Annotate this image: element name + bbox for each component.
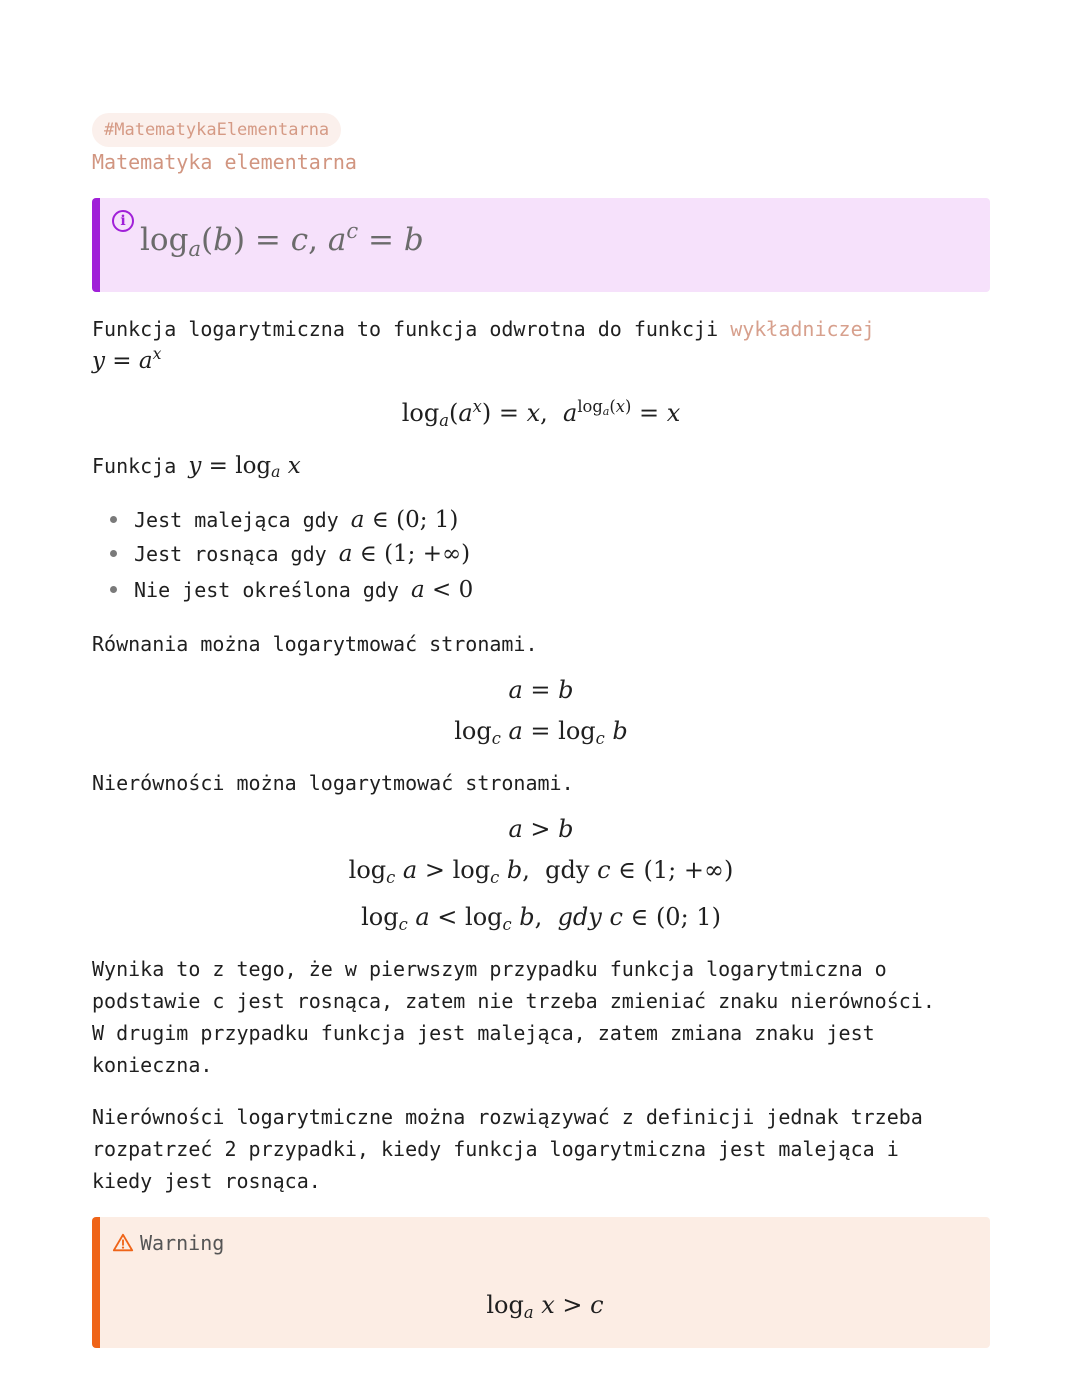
intro-link[interactable]: wykładniczej bbox=[730, 317, 875, 341]
function-label: Funkcja bbox=[92, 454, 189, 478]
inequality-line: $\log_c a > \log_c b$, gdy c ∈ (1; +∞) bbox=[348, 856, 734, 887]
list-item bbox=[110, 504, 458, 536]
note-line: rozpatrzeć 2 przypadki, kiedy funkcja logarytmiczna jest malejąca i bbox=[92, 1137, 899, 1161]
list-item bbox=[110, 574, 473, 606]
definition-formula: $\log_a(b) = c$, $a^c = b$ bbox=[140, 218, 424, 261]
intro-text: Funkcja logarytmiczna to funkcja odwrotna do funkcji bbox=[92, 317, 731, 341]
info-callout bbox=[92, 198, 990, 292]
equation-line: a = b bbox=[508, 676, 574, 704]
explanation-line: Wynika to z tego, że w pierwszym przypadku funkcja logarytmiczna o bbox=[92, 957, 887, 981]
note-line: kiedy jest rosnąca. bbox=[92, 1169, 321, 1193]
list-item-math: a < 0 bbox=[410, 577, 474, 603]
inequality-line: $\log_c a < \log_c b$, gdy c ∈ (0; 1) bbox=[361, 903, 721, 934]
list-item-text: Nie jest określona gdy bbox=[134, 578, 411, 602]
internal-link-title[interactable]: Matematyka elementarna bbox=[92, 150, 357, 174]
warning-header[interactable] bbox=[112, 1229, 224, 1257]
bullet-dot bbox=[110, 586, 117, 593]
list-item-text: Jest rosnąca gdy bbox=[134, 542, 339, 566]
bullet-dot bbox=[110, 516, 117, 523]
intro-formula: $y = a^x$ bbox=[92, 344, 162, 374]
warning-icon bbox=[112, 1232, 134, 1254]
inequality-line: a > b bbox=[508, 815, 574, 843]
warning-callout bbox=[92, 1217, 990, 1348]
equation-line: $\log_c a = \log_c b$ bbox=[454, 717, 628, 748]
identity-formula: $\log_a(a^x) = x$, $a^{log_a(x)} = x$ bbox=[401, 397, 681, 430]
warning-title: Warning bbox=[140, 1231, 225, 1255]
explanation-line: podstawie c jest rosnąca, zatem nie trzeba zmieniać znaku nierówności. bbox=[92, 989, 935, 1013]
explanation-line: konieczna. bbox=[92, 1053, 213, 1077]
list-item-text: Jest malejąca gdy bbox=[134, 508, 351, 532]
warning-formula: $\log_a x > c$ bbox=[486, 1291, 604, 1322]
intro-paragraph bbox=[92, 313, 990, 345]
list-item bbox=[110, 538, 470, 570]
function-formula: $y = \log_a x$ bbox=[188, 453, 301, 482]
bullet-dot bbox=[110, 550, 117, 557]
inequalities-intro: Nierówności można logarytmować stronami. bbox=[92, 771, 574, 795]
tag-chip[interactable]: #MatematykaElementarna bbox=[92, 113, 341, 147]
function-line bbox=[92, 450, 990, 482]
note-line: Nierówności logarytmiczne można rozwiązywać z definicji jednak trzeba bbox=[92, 1105, 923, 1129]
info-icon: i bbox=[112, 210, 134, 232]
list-item-math: a ∈ (1; +∞) bbox=[338, 541, 471, 567]
explanation-line: W drugim przypadku funkcja jest malejąca, zatem zmiana znaku jest bbox=[92, 1021, 875, 1045]
list-item-math: a ∈ (0; 1) bbox=[350, 507, 459, 533]
equations-intro: Równania można logarytmować stronami. bbox=[92, 632, 538, 656]
